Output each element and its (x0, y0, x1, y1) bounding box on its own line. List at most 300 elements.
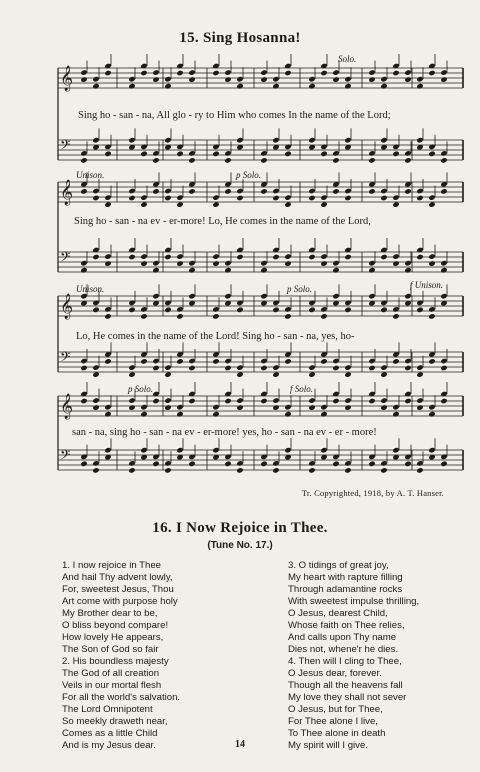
note-head (428, 144, 435, 150)
note-head (404, 293, 411, 299)
note-head (236, 300, 243, 306)
note-head (260, 188, 267, 194)
note-head (284, 358, 291, 364)
note-head (92, 397, 99, 403)
note-head (92, 188, 99, 194)
note-head (176, 313, 183, 319)
note-head (308, 397, 315, 403)
note-head (128, 397, 135, 403)
note-head (164, 460, 171, 466)
note-head (140, 151, 147, 157)
note-head (440, 260, 447, 266)
note-head (380, 460, 387, 466)
marking-p-solo: p Solo. (236, 170, 262, 180)
verse-line: With sweetest impulse thrilling, (288, 596, 420, 607)
note-head (404, 365, 411, 371)
note-head (332, 454, 339, 460)
note-head (164, 76, 171, 82)
note-head (416, 188, 423, 194)
note-head (260, 150, 267, 156)
note-head (236, 404, 243, 410)
note-head (392, 404, 399, 410)
note-head (428, 194, 435, 200)
note-head (272, 397, 279, 403)
marking-f-unison: f Unison. (410, 280, 444, 290)
note-head (344, 195, 351, 201)
note-head (212, 151, 219, 157)
note-head (428, 70, 435, 76)
note-head (176, 447, 183, 453)
verse-line: Whose faith on Thee relies, (288, 620, 405, 631)
note-head (236, 364, 243, 370)
note-head (128, 188, 135, 194)
note-head (440, 69, 447, 75)
note-head (140, 194, 147, 200)
note-head (308, 364, 315, 370)
note-head (284, 253, 291, 259)
note-head (416, 83, 423, 89)
lyric-line: Lo, He comes in the name of the Lord! Sing ho - san - na, yes, ho- (76, 331, 355, 342)
note-head (380, 397, 387, 403)
verse-line: For, sweetest Jesus, Thou (62, 584, 174, 595)
note-head (260, 398, 267, 404)
note-head (152, 293, 159, 299)
note-head (368, 69, 375, 75)
note-head (152, 76, 159, 82)
note-head (320, 144, 327, 150)
note-head (260, 454, 267, 460)
note-head (404, 454, 411, 460)
note-head (140, 260, 147, 266)
verse-line: O Jesus, dearest Child, (288, 608, 388, 619)
note-head (440, 398, 447, 404)
note-head (332, 365, 339, 371)
note-head (128, 404, 135, 410)
copyright-note: Tr. Copyrighted, 1918, by A. T. Hanser. (301, 488, 444, 498)
note-head (80, 365, 87, 371)
verse-line: And is my Jesus dear. (62, 740, 156, 751)
note-head (272, 364, 279, 370)
note-head (224, 267, 231, 273)
note-head (284, 313, 291, 319)
note-head (284, 404, 291, 410)
note-head (152, 260, 159, 266)
note-head (284, 144, 291, 150)
verse-1 (62, 560, 178, 656)
note-head (416, 195, 423, 201)
note-head (344, 188, 351, 194)
note-head (380, 76, 387, 82)
note-head (404, 188, 411, 194)
note-head (416, 307, 423, 313)
verse-line: Veils in our mortal flesh (62, 680, 162, 691)
note-head (284, 151, 291, 157)
note-head (308, 307, 315, 313)
note-head (308, 460, 315, 466)
verse-line: So meekly draweth near, (62, 716, 168, 727)
note-head (368, 150, 375, 156)
note-head (236, 397, 243, 403)
note-head (80, 461, 87, 467)
note-head (440, 157, 447, 163)
note-head (140, 70, 147, 76)
note-head (368, 365, 375, 371)
note-head (224, 365, 231, 371)
note-head (188, 358, 195, 364)
note-head (344, 460, 351, 466)
note-head (308, 83, 315, 89)
verse-line: The God of all creation (62, 668, 160, 679)
note-head (104, 404, 111, 410)
note-head (92, 195, 99, 201)
note-head (428, 411, 435, 417)
marking-f-solo: f Solo. (290, 384, 314, 394)
note-head (236, 467, 243, 473)
note-head (140, 253, 147, 259)
note-head (344, 467, 351, 473)
note-head (224, 461, 231, 467)
note-head (128, 300, 135, 306)
note-head (104, 194, 111, 200)
verse-line: My heart with rapture filling (288, 572, 403, 583)
note-head (272, 137, 279, 143)
treble-clef: 𝄞 (60, 180, 74, 205)
bass-clef: 𝄢 (60, 349, 71, 368)
note-head (80, 150, 87, 156)
note-head (428, 253, 435, 259)
verse-line: Through adamantine rocks (288, 584, 403, 595)
note-head (440, 365, 447, 371)
marking-p-solo: p Solo. (128, 384, 154, 394)
note-head (164, 137, 171, 143)
note-head (416, 404, 423, 410)
note-head (236, 76, 243, 82)
note-head (404, 461, 411, 467)
note-head (308, 300, 315, 306)
note-head (320, 194, 327, 200)
note-head (440, 293, 447, 299)
note-head (92, 300, 99, 306)
note-head (344, 307, 351, 313)
note-head (212, 306, 219, 312)
treble-clef: 𝄞 (60, 294, 74, 319)
note-head (92, 364, 99, 370)
note-head (188, 157, 195, 163)
bass-clef: 𝄢 (60, 137, 71, 156)
note-head (188, 461, 195, 467)
verse-line: Comes as a little Child (62, 728, 158, 739)
note-head (392, 447, 399, 453)
note-head (188, 76, 195, 82)
note-head (380, 307, 387, 313)
note-head (416, 364, 423, 370)
note-head (320, 253, 327, 259)
note-head (188, 150, 195, 156)
note-head (272, 307, 279, 313)
note-head (320, 411, 327, 417)
note-head (92, 307, 99, 313)
note-head (284, 260, 291, 266)
note-head (308, 188, 315, 194)
verse-line: Dies not, whene'r he dies. (288, 644, 399, 655)
note-head (212, 253, 219, 259)
note-head (440, 461, 447, 467)
note-head (332, 398, 339, 404)
note-head (224, 398, 231, 404)
note-head (368, 398, 375, 404)
note-head (380, 404, 387, 410)
lyric-line: Sing ho - san - na ev - er-more! Lo, He comes in the name of the Lord, (74, 216, 371, 227)
note-head (236, 137, 243, 143)
note-head (404, 267, 411, 273)
note-head (80, 188, 87, 194)
tune-reference: (Tune No. 17.) (207, 540, 273, 551)
note-head (224, 358, 231, 364)
note-head (284, 194, 291, 200)
hymn-title: 16. I Now Rejoice in Thee. (152, 520, 328, 536)
verse-line: 4. Then will I cling to Thee, (288, 656, 402, 667)
note-head (80, 157, 87, 163)
note-head (392, 358, 399, 364)
note-head (92, 467, 99, 473)
note-head (224, 150, 231, 156)
note-head (332, 267, 339, 273)
note-head (272, 254, 279, 260)
note-head (272, 460, 279, 466)
note-head (188, 69, 195, 75)
bass-clef: 𝄢 (60, 447, 71, 466)
note-head (428, 151, 435, 157)
marking-unison: Unison. (76, 284, 105, 294)
note-head (260, 358, 267, 364)
note-head (308, 76, 315, 82)
note-head (272, 188, 279, 194)
note-head (164, 307, 171, 313)
note-head (284, 306, 291, 312)
note-head (392, 313, 399, 319)
note-head (152, 398, 159, 404)
note-head (224, 69, 231, 75)
verse-3 (288, 560, 419, 656)
note-head (176, 404, 183, 410)
note-head (404, 150, 411, 156)
note-head (440, 150, 447, 156)
note-head (152, 267, 159, 273)
note-head (176, 253, 183, 259)
verse-2 (62, 656, 180, 752)
page-number: 14 (235, 739, 245, 750)
note-head (212, 411, 219, 417)
marking-solo: Solo. (338, 54, 357, 64)
note-head (332, 461, 339, 467)
note-head (440, 454, 447, 460)
verse-line: The Son of God so fair (62, 644, 159, 655)
note-head (236, 254, 243, 260)
note-head (260, 365, 267, 371)
note-head (164, 188, 171, 194)
note-head (152, 461, 159, 467)
note-head (368, 188, 375, 194)
note-head (344, 300, 351, 306)
note-head (272, 467, 279, 473)
note-head (272, 83, 279, 89)
treble-clef: 𝄞 (60, 394, 74, 419)
marking-unison: Unison. (76, 170, 105, 180)
note-head (428, 447, 435, 453)
note-head (80, 76, 87, 82)
note-head (260, 69, 267, 75)
note-head (176, 411, 183, 417)
note-head (428, 313, 435, 319)
verse-line: For Thee alone I live, (288, 716, 378, 727)
note-head (212, 358, 219, 364)
note-head (380, 195, 387, 201)
note-head (344, 397, 351, 403)
note-head (380, 83, 387, 89)
note-head (188, 398, 195, 404)
note-head (416, 137, 423, 143)
note-head (392, 411, 399, 417)
note-head (308, 404, 315, 410)
note-head (284, 411, 291, 417)
note-head (404, 76, 411, 82)
verse-line: My spirit will I give. (288, 740, 368, 751)
verse-4 (288, 656, 406, 752)
note-head (176, 260, 183, 266)
note-head (308, 195, 315, 201)
note-head (260, 157, 267, 163)
verse-line: My love they shall not sever (288, 692, 407, 703)
note-head (440, 76, 447, 82)
note-head (380, 137, 387, 143)
note-head (392, 70, 399, 76)
note-head (152, 188, 159, 194)
note-head (308, 254, 315, 260)
treble-clef: 𝄞 (60, 66, 74, 91)
note-head (212, 194, 219, 200)
note-head (80, 454, 87, 460)
note-head (344, 83, 351, 89)
note-head (380, 188, 387, 194)
verse-line: 2. His boundless majesty (62, 656, 169, 667)
note-head (212, 144, 219, 150)
note-head (212, 70, 219, 76)
note-head (332, 76, 339, 82)
note-head (320, 447, 327, 453)
note-head (380, 364, 387, 370)
note-head (80, 358, 87, 364)
note-head (260, 461, 267, 467)
note-head (368, 157, 375, 163)
verse-line: Though all the heavens fall (288, 680, 403, 691)
note-head (260, 293, 267, 299)
note-head (92, 83, 99, 89)
note-head (104, 306, 111, 312)
note-head (128, 254, 135, 260)
note-head (164, 83, 171, 89)
note-head (332, 188, 339, 194)
note-head (260, 267, 267, 273)
note-head (128, 460, 135, 466)
verse-line: 3. O tidings of great joy, (288, 560, 389, 571)
note-head (236, 195, 243, 201)
note-head (344, 254, 351, 260)
note-head (128, 83, 135, 89)
note-head (404, 398, 411, 404)
note-head (428, 306, 435, 312)
note-head (140, 313, 147, 319)
verse-line: O Jesus, but for Thee, (288, 704, 383, 715)
note-head (140, 306, 147, 312)
note-head (176, 151, 183, 157)
verse-line: O Jesus dear, forever. (288, 668, 382, 679)
note-head (140, 144, 147, 150)
note-head (416, 254, 423, 260)
verse-line: The Lord Omnipotent (62, 704, 153, 715)
note-head (332, 358, 339, 364)
note-head (440, 188, 447, 194)
note-head (272, 300, 279, 306)
verse-line: O bliss beyond compare! (62, 620, 169, 631)
note-head (416, 76, 423, 82)
verse-line: And hail Thy advent lowly, (62, 572, 173, 583)
note-head (164, 300, 171, 306)
verse-line: How lovely He appears, (62, 632, 164, 643)
verse-line: 1. I now rejoice in Thee (62, 560, 162, 571)
note-head (308, 467, 315, 473)
note-head (284, 70, 291, 76)
note-head (380, 254, 387, 260)
verse-line: To Thee alone in death (288, 728, 386, 739)
note-head (164, 404, 171, 410)
note-head (92, 460, 99, 466)
note-head (440, 358, 447, 364)
note-head (368, 461, 375, 467)
note-head (188, 260, 195, 266)
note-head (416, 300, 423, 306)
note-head (368, 76, 375, 82)
verse-line: My Brother dear to be, (62, 608, 158, 619)
note-head (188, 267, 195, 273)
note-head (392, 144, 399, 150)
note-head (164, 364, 171, 370)
note-head (212, 260, 219, 266)
note-head (380, 467, 387, 473)
note-head (320, 404, 327, 410)
note-head (224, 76, 231, 82)
marking-p-solo: p Solo. (287, 284, 313, 294)
note-head (416, 397, 423, 403)
note-head (392, 260, 399, 266)
note-head (80, 267, 87, 273)
note-head (332, 260, 339, 266)
note-head (128, 195, 135, 201)
note-head (404, 69, 411, 75)
lyric-line: Sing ho - san - na, All glo - ry to Him who comes In the name of the Lord; (78, 110, 391, 121)
note-head (128, 467, 135, 473)
note-head (128, 76, 135, 82)
note-head (164, 195, 171, 201)
note-head (188, 454, 195, 460)
note-head (440, 267, 447, 273)
note-head (176, 144, 183, 150)
note-head (176, 194, 183, 200)
note-head (152, 454, 159, 460)
note-head (92, 254, 99, 260)
hymn-title: 15. Sing Hosanna! (179, 30, 301, 46)
verse-line: Art come with purpose holy (62, 596, 178, 607)
note-head (368, 267, 375, 273)
